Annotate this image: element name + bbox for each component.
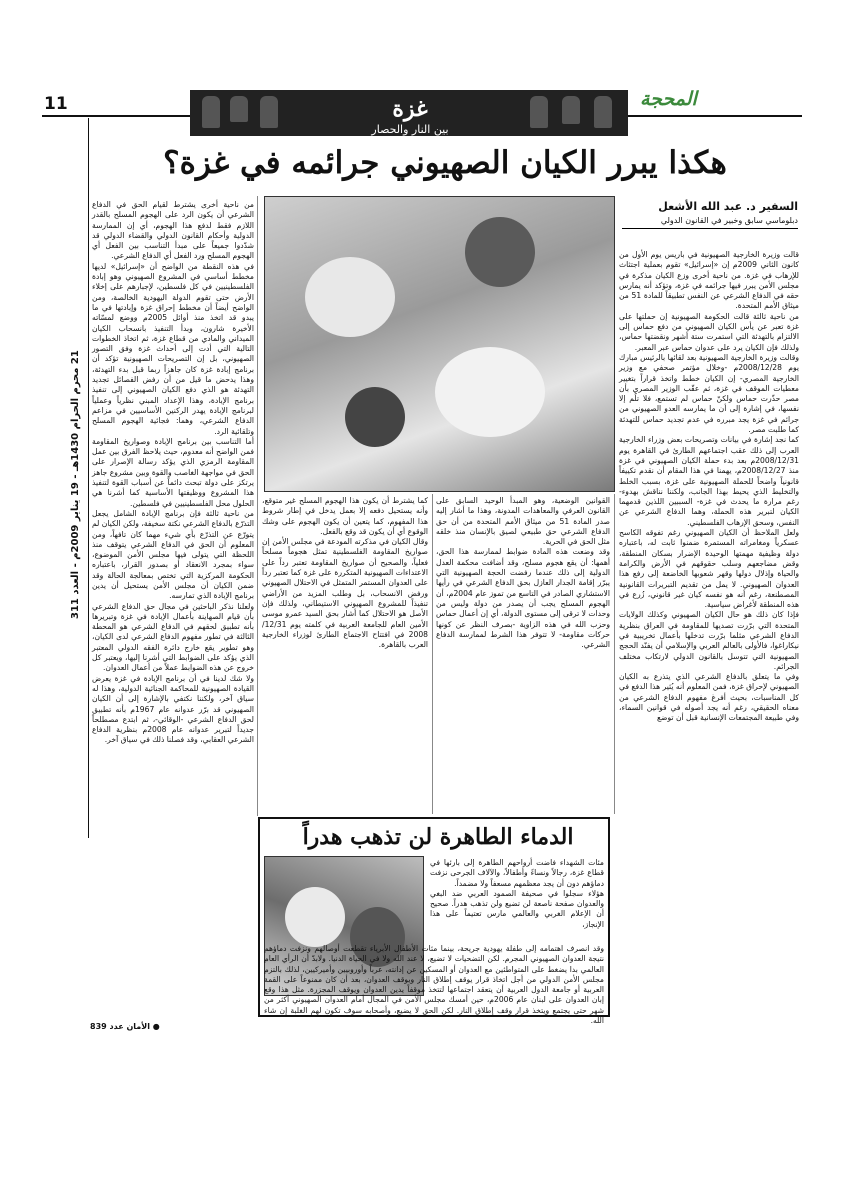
hand-silhouette (230, 96, 248, 122)
side-rule (88, 118, 89, 838)
article-column-4: من ناحية أخرى يشترط لقيام الحق في الدفاع الشرعي أن يكون الرد على الهجوم المسلح بالقدر اللازم فقط لدفع هذا الهجوم، أي إن الممارسة الدولية وأحكام القانون الدولي والقضاء الدولي قد شدّدوا جميعاً على مبدأ التناسب بين الفعل أي الهجوم المسلح ورد الفعل أي الدفاع الشرعي. في هذه النقطة من الواضح أن «إسرائيل» لديها مخطط أساسي في المشروع الصهيوني وهو إبادة الفلسطينيين في كل فلسطين، لإجبارهم على إخلاء الأرض حتى تقوم الدولة اليهودية الخالصة، ومن الواضح أيضاً أن مخطط إحراق غزة وإبادتها في ما يبدو قد اتخذ منذ أوائل 2005م ووضع لمسّاته الأخيرة شارون، وبدأ التنفيذ بانسحاب الكيان الميداني والمادي من قطاع غزة، ثم اتخاذ الخطوات التالية التي أدت إلى أحداث غزة وفق التصور الصهيوني، بل إن التصريحات الصهيونية تؤكد أن برنامج إبادة غزة كان جاهزاً ربما قبل بدء التهدئة، وهذا يدحض ما قيل من أن رفض الفصائل تجديد التهدئة هو الذي دفع الكيان الصهيوني إلى تنفيذ برنامج الإبادة، وهذا الإعداد المبني نظرياً وعملياً لبرنامج الإبادة يهدر الركنين الأساسيين في مزاعم الدفاع الشرعي، وهما: فجائية الهجوم المسلح وتلقائية الرد. أما التناسب بين برنامج الإبادة وصواريخ المقاومة فمن الواضح أنه معدوم، حيث يلاحظ الفرق بين عمل المقاومة الرمزي الذي يؤكد رسالة الإصرار على الحق في مواجهة الغاصب والقوة وبين مشروع جاهز يرتكز على دولة تبحث دائماً عن أسباب القوة لتنفيذ هذا المشروع ووظيفتها الأساسية كما أشرنا هي الحلول محل الفلسطينيين في فلسطين. من ناحية ثالثة فإن برنامج الإبادة الشامل يجعل التذرّع بالدفاع الشرعي نكتة سخيفة، ولكن الكيان لم يتورّع عن التذرّع بأي شيء مهما كان تافهاً، ومن المعلوم أن الحق في الدفاع الشرعي يتوقف منذ اللحظة التي يتولى فيها مجلس الأمن الموضوع، سواء بمجرد الانعقاد أو بصدور القرار، باعتباره الحكومة المركزية التي تختص بمعالجة الحالة وقد ضمن الكيان أن مجلس الأمن يستحيل أن يدين برنامج الإبادة الذي تمارسه. ولعلنا نذكر الباحثين في مجال حق الدفاع الشرعي بأن قيام الصهاينة بأعمال الإبادة في غزة وتبريرها بأنه تطبيق لحقهم في الدفاع الشرعي هو المحطة الثالثة في تطور مفهوم الدفاع الشرعي لدى الكيان، وهو تطوير يقع خارج دائرة الفقه الدولي المعتبر الذي يؤكد على الضوابط التي أشرنا إليها، ويعتبر كل خروج عن هذه الضوابط عملاً من أعمال العدوان. ولا شك لدينا في أن برنامج الإبادة في غزة يعرض القيادة الصهيونية للمحاكمة الجنائية الدولية، وهذا له سياق آخر، ولكننا نكتفي بالإشارة إلى أن الكيان الصهيوني قد برّر عدوانه عام 1967م بأنه تطبيق لحق الدفاع الشرعي -الوقائي-، ثم ابتدع مصطلحاً جديداً لتبرير عدوانه عام 2008م بنظرية الدفاع الشرعي العقابي، وقد فصلنا ذلك في سياق آخر. (92, 200, 254, 745)
photo-shape (345, 387, 405, 447)
footer-signature: ● الأمان عدد 839 (90, 1022, 160, 1031)
column-divider (432, 494, 433, 814)
box-title: الدماء الطاهرة لن تذهب هدراً (302, 824, 574, 850)
banner-subtitle: بين النار والحصار (371, 123, 449, 136)
box-column-2: وقد انصرف اهتمامه إلى طفلة يهودية جريحة، بينما مئات الأطفال الأبرياء تقطعت أوصالهم ونزفت دماؤهم نتيجة العدوان الصهيوني المجرم. لكن التضحيات لا تضيع، لا عند الله ولا في الحياة الدنيا. ولابدّ أن الرأي العام العالمي بدا يضغط على المتواطئين مع العدوان أو المسكين عن إدانته، عرباً وأوروبيين وأميركيين، لذلك بالتزم مجلس الأمن الدولي من أجل اتخاذ قرار يوقف إطلاق النار ويوقف العدوان، بعد أن كان ممنوعاً على القمة العربية أو جامعة الدول العربية أن يتعقد اجتماعها لتتخذ موقفاً يدين العدوان ويوقف المجزرة. مثل هذا وقع إبان العدوان على لبنان عام 2006م، حين أمسك مجلس الأمن في المجال أمام العدوان الصهيوني أكثر من شهر حتى يجتمع ويتخذ قرار وقف إطلاق النار. لكن الحق لا يضيع، وأصحابه سوف تكون لهم الغلبة إن شاء الله. (264, 944, 604, 1026)
hand-silhouette (202, 96, 220, 128)
author-name: السفير د. عبد الله الأشعل (658, 200, 798, 213)
column-divider (614, 494, 615, 814)
issue-date-caption: 21 محرم الحرام 1430هـ - 19 يناير 2009م - العدد 311 (70, 350, 81, 620)
photo-shape (435, 347, 545, 437)
hand-silhouette (530, 96, 548, 128)
article-column-1: قالت وزيرة الخارجية الصهيونية في باريس يوم الأول من كانون الثاني 2009م إن «إسرائيل» تقوم بعملية اجتثاث للإرهاب في غزة. من ناحية أخرى وزع الكيان مذكرة في مجلس الأمن يبرر فيها جرائمه في غزة، وتؤكد أنه يمارس حقه في الدفاع الشرعي عن النفس تطبيقاً للمادة 51 من ميثاق الأمم المتحدة. من ناحية ثالثة قالت الحكومة الصهيونية إن حملتها على غزة تعبر عن يأس الكيان الصهيوني من دفع حماس إلى الالتزام بالتهدئة التي استمرت ستة أشهر ونقضتها حماس، ولذلك فإن الكيان يرد على عدوان حماس عبر المعبر. وقالت وزيرة الخارجية الصهيونية بعد لقائها بالرئيس مبارك يوم 2008/12/28م -وخلال مؤتمر صحفي مع وزير الخارجية المصري- إن الكيان خطط واتخذ قراراً بتغيير معطيات الموقف في غزة، ثم عقّب الوزير المصري بأن مصر حذّرت حماس ولكنّ حماس لم تستمع، فلا تلُم إلا نفسها، في إشارة إلى أن ما يمارسه العدو الصهيوني من جرائم في غزة يجد مبرره في عدم تجديد حماس للتهدئة كما طلبت مصر. كما نجد إشارة في بيانات وتصريحات بعض وزراء الخارجية العرب إلى ذلك عقب اجتماعهم الطارئ في القاهرة يوم 2008/12/31م بعد بدء حملة الكيان الصهيوني في غزة منذ 2008/12/27م، يهمنا في هذا المقام أن نقدم تكييفاً قانونياً واضحاً للحملة الصهيونية على غزة، بسبب الخلط والتخليط الذي يحيط بهذا الجانب، ولكننا نناقش بهدوء- رغم مرارة ما يحدث في غزة- السببين اللذين قدمهما الكيان لتبرير هذه الحملة، وهما الدفاع الشرعي عن النفس، وسحق الإرهاب الفلسطيني. ولعل الملاحظ أن الكيان الصهيوني رغم تفوقه الكاسح عسكرياً ومغامراته المستمرة ضمنوا ثابت له، باعتباره دولة وظيفية مهمتها الوحيدة الإضرار بسكان المنطقة، وقض مضاجعهم وسلب حقوقهم في الأرض والكرامة والحياة وإذلال دولها وقهر شعوبها الخاضعة إلى رفع هذا العدوان الصهيوني. لا يمل من تقديم التبريرات القانونية المصطنعة، رغم أنه هو نفسه كيان غير قانوني، زُرع في هذه المنطقة لأغراض سياسية. فإذا كان ذلك هو حال الكيان الصهيوني وكذلك الولايات المتحدة التي برّرت تصديها للمقاومة في العراق بنظرية الدفاع الشرعي مثلما برّرت تدخلها بأعمال تخريبية في نيكاراغوا، فالأولى بالعالم العربي والإسلامي أن يفنّد الحجج الصهيونية التي تتوسل بالقانون الدولي لارتكاب مختلف الجرائم. وفي ما يتعلق بالدفاع الشرعي الذي يتذرع به الكيان الصهيوني لإحراق غزة، فمن المعلوم أنه يُثير هذا الدفع في كل المناسبات، بحيث أفرغ مفهوم الدفاع الشرعي من معناه الحقيقي، رغم أنه يجد أصوله في قوانين السماء، وفي طبيعة المجتمعات الإنسانية قبل أن توضع (619, 250, 800, 723)
box-column-1: مئات الشهداء فاضت أرواحهم الطاهرة إلى بارئها في قطاع غزة، رجالاً ونساءً وأطفالاً، والآلاف الجرحى نزفت دماؤهم دون أن يجد معظمهم مسعفاً ولا مضمداً. هؤلاء سجلوا في صحيفة الصمود العربي ضد البغي والعدوان صفحة ناصعة لن تضيع ولن تذهب هدراً. صحيح أن الإعلام الغربي والعالمي مارس تعتيماً على هذا الإنجاز، (430, 858, 604, 929)
section-title: المحجة (640, 88, 697, 110)
author-block (622, 200, 798, 229)
photo-shape (285, 887, 345, 947)
hand-silhouette (594, 96, 612, 128)
article-headline: هكذا يبرر الكيان الصهيوني جرائمه في غزة؟ (163, 145, 727, 181)
article-column-2: القوانين الوضعية، وهو المبدأ الوحيد السابق على القانون العرفي والمعاهدات المدونة، وهذا ما أشار إليه صدر المادة 51 من ميثاق الأمم المتحدة من أن حق الدفاع الشرعي حق طبيعي لصيق بالإنسان منذ خلقه مثل الحق في الحرية. وقد وضعت هذه المادة ضوابط لممارسة هذا الحق، أهمها: أن يقع هجوم مسلح، وقد أضافت محكمة العدل الدولية إلى ذلك عندما رفضت الحجة الصهيونية التي يبرّر إقامة الجدار العازل بحق الدفاع الشرعي في رأيها الاستشاري الصادر في التاسع من تموز عام 2004م، أن الهجوم المسلح يجب أن يصدر من دولة وليس من وحدات لا ترقى إلى مستوى الدولة، أي إن أعمال حماس وحزب الله في هذه الزاوية -بصرف النظر عن كونها حركات مقاومة- لا تتوفر هذا الشرط لممارسة الدفاع الشرعي. (436, 496, 610, 650)
victims-photo (264, 196, 615, 492)
photo-shape (305, 257, 395, 337)
author-title: دبلوماسي سابق وخبير في القانون الدولي (660, 216, 798, 225)
column-divider (257, 196, 258, 816)
page-number: 11 (44, 94, 68, 114)
banner-title: غزة (392, 96, 428, 122)
photo-shape (465, 217, 535, 287)
article-column-3: كما يشترط أن يكون هذا الهجوم المسلح غير متوقع، وأنه يستحيل دفعه إلا بعمل يدخل في إطار شروط هذا المفهوم، كما يتعين أن يكون الهجوم على وشك الوقوع أي أن يكون قد وقع بالفعل. وقال الكيان في مذكرته المودعة في مجلس الأمن إن صواريخ المقاومة الفلسطينية تمثل هجوماً مسلحاً فعلياً، والصحيح أن صواريخ المقاومة تعتبر رداً على الاعتداءات الصهيونية المتكررة على غزة كما تعتبر رداً على العدوان المستمر المتمثل في الاحتلال الصهيوني ورفض الانسحاب، بل وطلب المزيد من الأراضي تنفيذاً للمشروع الصهيوني الاستيطاني، ولذلك فإن الأصل هو الاحتلال كما أشار بحق السيد عمرو موسى الأمين العام للجامعة العربية في كلمته يوم 12/31/ 2008 في افتتاح الاجتماع الطارئ لوزراء الخارجية العرب بالقاهرة. (262, 496, 428, 650)
hand-silhouette (260, 96, 278, 128)
hand-silhouette (562, 96, 580, 124)
